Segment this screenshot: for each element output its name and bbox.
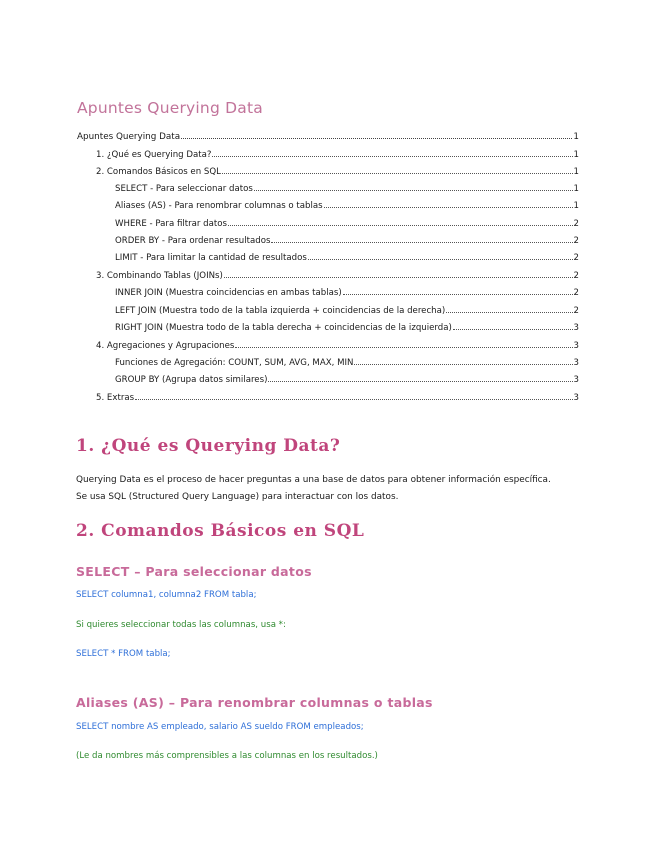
toc-entry[interactable] [115,302,579,318]
toc-entry-label: GROUP BY (Agrupa datos similares) [115,375,268,385]
toc-entry-page: 1 [573,150,579,160]
toc-entry-label: ORDER BY - Para ordenar resultados [115,236,271,246]
body-paragraph-line: Se usa SQL (Structured Query Language) para interactuar con los datos. [76,492,399,502]
toc-entry-page: 2 [573,219,579,229]
code-snippet: SELECT nombre AS empleado, salario AS sueldo FROM empleados; [76,722,364,732]
note-text: Si quieres seleccionar todas las columnas, usa *: [76,620,286,630]
toc-entry-label: LIMIT - Para limitar la cantidad de resultados [115,253,307,263]
toc-entry-page: 3 [573,341,579,351]
document-title: Apuntes Querying Data [77,99,263,117]
toc-entry-page: 2 [573,288,579,298]
toc-entry-label: Funciones de Agregación: COUNT, SUM, AVG, MAX, MIN [115,358,354,368]
toc-entry[interactable] [115,197,579,213]
toc-entry-label: 5. Extras [96,393,135,403]
toc-entry[interactable] [115,371,579,387]
toc-entry[interactable] [115,180,579,196]
toc-entry-page: 3 [573,358,579,368]
toc-entry[interactable] [115,215,579,231]
code-snippet: SELECT columna1, columna2 FROM tabla; [76,590,257,600]
toc-entry-page: 1 [573,167,579,177]
toc-entry-label: SELECT - Para seleccionar datos [115,184,253,194]
toc-entry-page: 2 [573,306,579,316]
toc-entry[interactable] [96,337,579,353]
toc-entry-page: 1 [573,201,579,211]
toc-entry-page: 1 [573,184,579,194]
toc-entry-label: 3. Combinando Tablas (JOINs) [96,271,223,281]
toc-entry-label: 2. Comandos Básicos en SQL [96,167,221,177]
toc-entry-page: 2 [573,253,579,263]
toc-entry[interactable] [77,129,579,145]
toc-entry-label: Aliases (AS) - Para renombrar columnas o tablas [115,201,323,211]
toc-entry-label: LEFT JOIN (Muestra todo de la tabla izquierda + coincidencias de la derecha) [115,306,446,316]
toc-entry-page: 3 [573,393,579,403]
subsection-heading: Aliases (AS) – Para renombrar columnas o tablas [76,695,433,710]
toc-entry[interactable] [96,163,579,179]
toc-entry[interactable] [96,389,579,405]
toc-entry[interactable] [96,146,579,162]
section-heading: 2. Comandos Básicos en SQL [76,521,365,541]
toc-entry[interactable] [115,284,579,300]
toc-entry[interactable] [115,354,579,370]
subsection-heading: SELECT – Para seleccionar datos [76,564,312,579]
toc-entry-page: 2 [573,271,579,281]
toc-entry-label: RIGHT JOIN (Muestra todo de la tabla derecha + coincidencias de la izquierda) [115,323,452,333]
toc-entry-label: WHERE - Para filtrar datos [115,219,228,229]
toc-entry-page: 1 [573,132,579,142]
toc-entry[interactable] [115,319,579,335]
toc-entry-page: 3 [573,323,579,333]
toc-entry-label: 4. Agregaciones y Agrupaciones [96,341,235,351]
toc-entry-label: Apuntes Querying Data [77,132,181,142]
toc-entry[interactable] [115,249,579,265]
section-heading: 1. ¿Qué es Querying Data? [76,436,341,456]
toc-entry-page: 2 [573,236,579,246]
toc-entry-label: INNER JOIN (Muestra coincidencias en ambas tablas) [115,288,342,298]
toc-entry-label: 1. ¿Qué es Querying Data? [96,150,212,160]
toc-entry[interactable] [115,232,579,248]
toc-entry-page: 3 [573,375,579,385]
body-paragraph-line: Querying Data es el proceso de hacer preguntas a una base de datos para obtener información específica. [76,475,551,485]
code-snippet: SELECT * FROM tabla; [76,649,171,659]
toc-entry[interactable] [96,267,579,283]
note-text: (Le da nombres más comprensibles a las columnas en los resultados.) [76,751,378,761]
